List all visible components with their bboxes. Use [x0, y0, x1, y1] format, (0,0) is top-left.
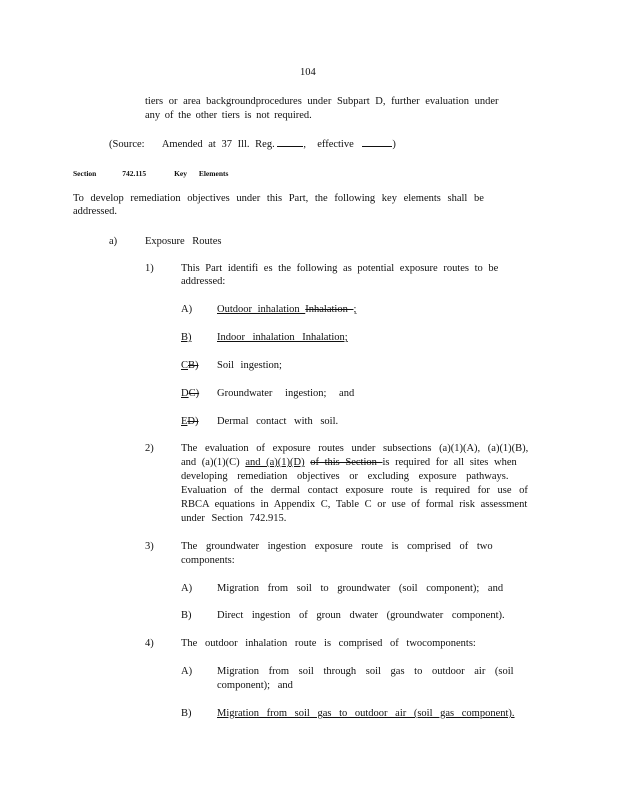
p1-item-a-inserted: Outdoor — [217, 304, 252, 315]
p1-item-a-inserted-2: inhalation — [252, 304, 306, 315]
p2-line-4: Evaluation of the dermal contact exposure route is required for use of — [181, 485, 528, 496]
p4-label: 4) — [145, 638, 154, 649]
source-comma: , — [303, 139, 306, 150]
source-amended: Amended at 37 Ill. Reg. — [161, 139, 275, 150]
p1-item-b-text: Indoor inhalation Inhalation; — [217, 332, 348, 343]
p3-item-a-text: Migration from soil to groundwater (soil component); and — [217, 583, 504, 594]
p4-item-b-label: B) — [181, 708, 192, 719]
p2-line-1: The evaluation of exposure routes under subsections (a)(1)(A), (a)(1)(B), — [181, 443, 529, 454]
p3-line-1: The groundwater ingestion exposure route is comprised of two — [181, 541, 493, 552]
p1-item-a-text — [217, 303, 356, 316]
p2-line-6: under Section 742.915. — [181, 513, 287, 524]
p2-line-2-b: is required for all sites when — [382, 457, 517, 468]
preamble-line-2: addressed. — [73, 206, 118, 217]
p1-item-b-label: B) — [181, 332, 192, 343]
p1-item-e-label-inserted: E — [181, 416, 188, 427]
subsection-a-label: a) — [109, 236, 118, 247]
source-open: (Source: — [109, 139, 145, 150]
p1-item-a-label: A) — [181, 304, 193, 315]
p1-item-d-label-inserted: D — [181, 388, 189, 399]
p1-item-c-label-inserted: C — [181, 360, 189, 371]
p3-item-a-label: A) — [181, 583, 193, 594]
p1-item-d-text: Groundwater ingestion; and — [217, 388, 355, 399]
p1-label: 1) — [145, 263, 154, 274]
section-heading — [73, 167, 228, 180]
p1-item-e-label — [181, 415, 199, 428]
p3-label: 3) — [145, 541, 154, 552]
p1-item-c-label-deleted: B) — [188, 360, 199, 371]
p1-item-a-deleted: Inhalation — [305, 304, 354, 315]
p1-item-e-text: Dermal contact with soil. — [217, 416, 339, 427]
p2-line-2-inserted: and (a)(1)(D) — [245, 457, 305, 468]
source-effective: effective — [317, 139, 354, 150]
preamble-line-1: To develop remediation objectives under this Part, the following key elements shall be — [73, 193, 484, 204]
p2-label: 2) — [145, 443, 154, 454]
p2-line-2-a: and (a)(1)(C) — [181, 457, 246, 468]
p1-item-e-label-deleted: D) — [187, 416, 199, 427]
p2-line-2-deleted: of this Section — [310, 457, 383, 468]
page-number: 104 — [300, 67, 316, 78]
subsection-a-title: Exposure Routes — [145, 236, 222, 247]
p4-item-b-text: Migration from soil gas to outdoor air (soil gas component). — [217, 708, 515, 719]
p3-item-b-text: Direct ingestion of groun dwater (groundwater component). — [217, 610, 505, 621]
section-label: Section — [73, 169, 97, 178]
source-close: ) — [392, 139, 396, 150]
p2-line-5: RBCA equations in Appendix C, Table C or use of formal risk assessment — [181, 499, 528, 510]
p1-item-c-text: Soil ingestion; — [217, 360, 282, 371]
p1-item-d-label — [181, 387, 199, 400]
section-title: Key Elements — [174, 169, 229, 178]
p4-item-a-label: A) — [181, 666, 193, 677]
p1-item-a-end: ; — [353, 304, 357, 315]
p1-item-d-label-deleted: C) — [188, 388, 200, 399]
p3-item-b-label: B) — [181, 610, 192, 621]
p2-line-3: developing remediation objectives or excluding exposure pathways. — [181, 471, 509, 482]
p4-item-a-line-2: component); and — [217, 680, 293, 691]
source-note — [109, 137, 396, 151]
p4-line-1: The outdoor inhalation route is comprised of twocomponents: — [181, 638, 476, 649]
p1-line-2: addressed: — [181, 276, 226, 287]
p2-line-2 — [181, 456, 517, 469]
p1-item-c-label — [181, 359, 199, 372]
p4-item-a-line-1: Migration from soil through soil gas to outdoor air (soil — [217, 666, 514, 677]
p3-line-2: components: — [181, 555, 235, 566]
p1-line-1: This Part identifi es the following as potential exposure routes to be — [181, 263, 499, 274]
intro-line-1: tiers or area backgroundprocedures under Subpart D, further evaluation under — [145, 96, 499, 107]
section-number: 742.115 — [122, 169, 147, 178]
intro-line-2: any of the other tiers is not required. — [145, 110, 312, 121]
